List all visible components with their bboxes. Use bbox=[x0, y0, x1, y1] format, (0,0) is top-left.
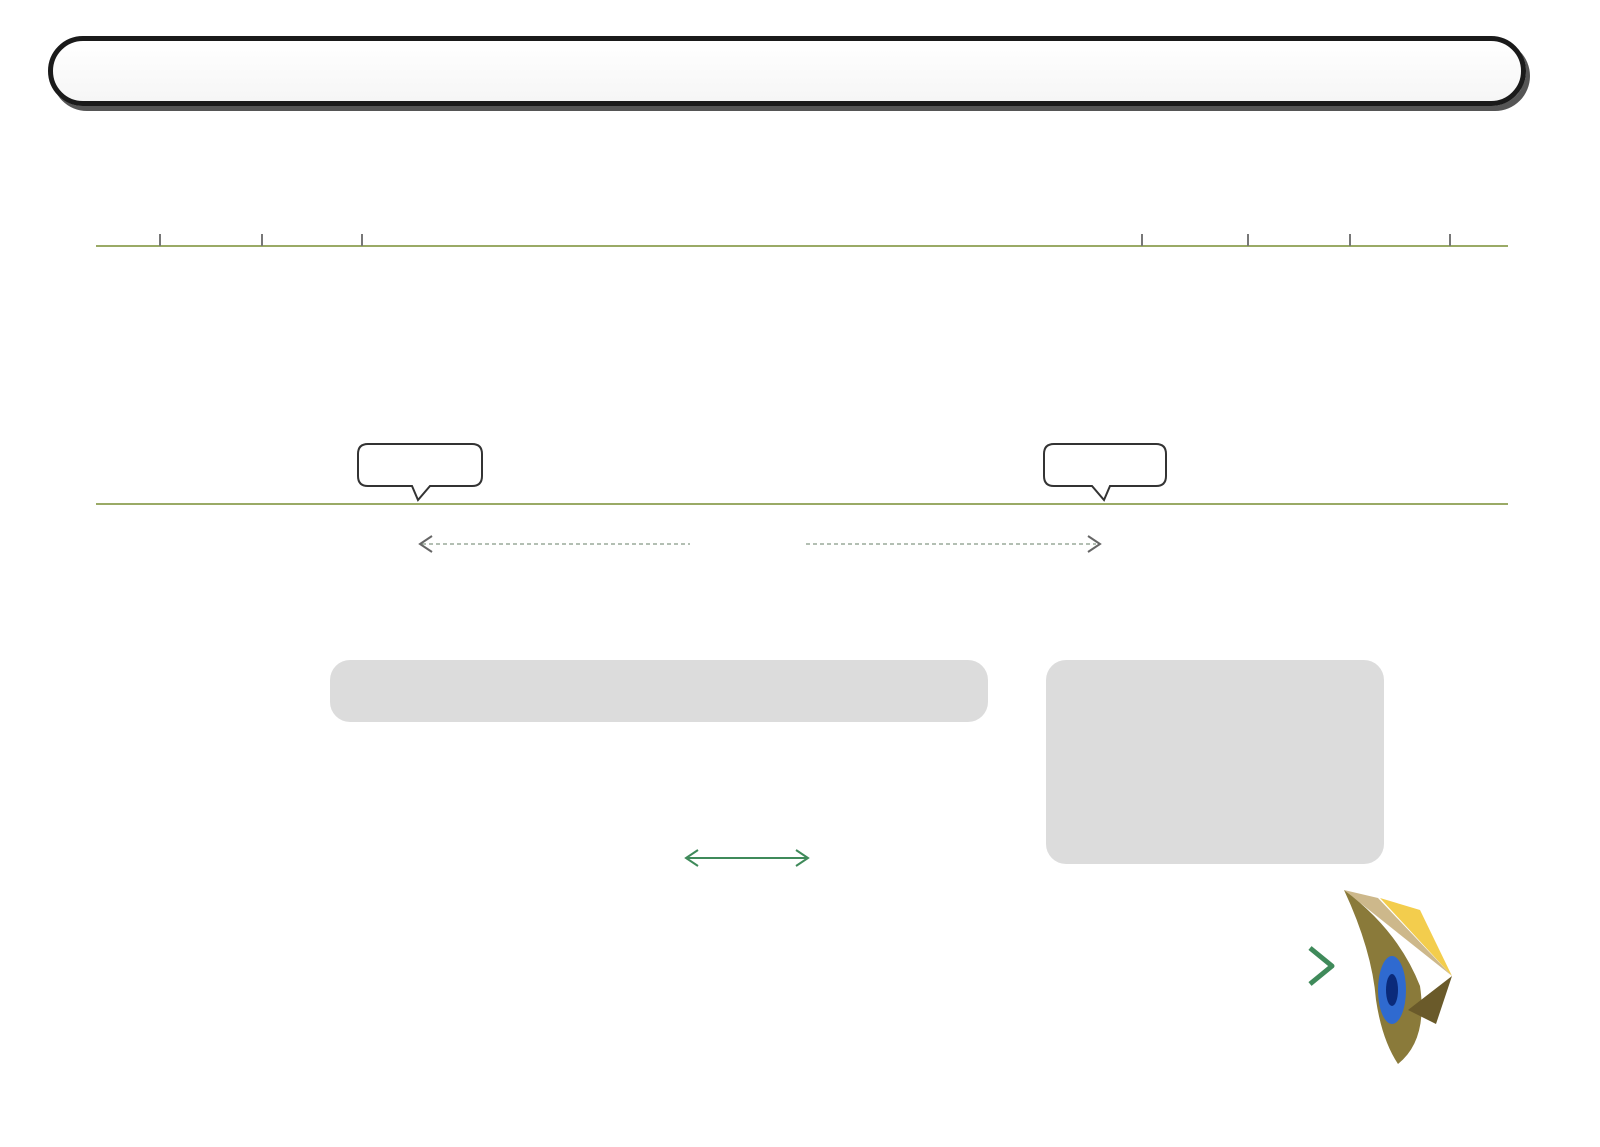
wavelength-arrow bbox=[686, 850, 808, 866]
scale-ticks bbox=[160, 234, 1450, 246]
visible-light-box bbox=[330, 660, 988, 722]
badge-380nm bbox=[358, 444, 482, 500]
spectrum-arrow bbox=[420, 536, 1100, 552]
arrow-right-icon bbox=[1310, 948, 1332, 984]
badge-780nm bbox=[1044, 444, 1166, 500]
wavelength-color-box bbox=[1046, 660, 1384, 864]
eye-icon bbox=[1344, 890, 1452, 1064]
